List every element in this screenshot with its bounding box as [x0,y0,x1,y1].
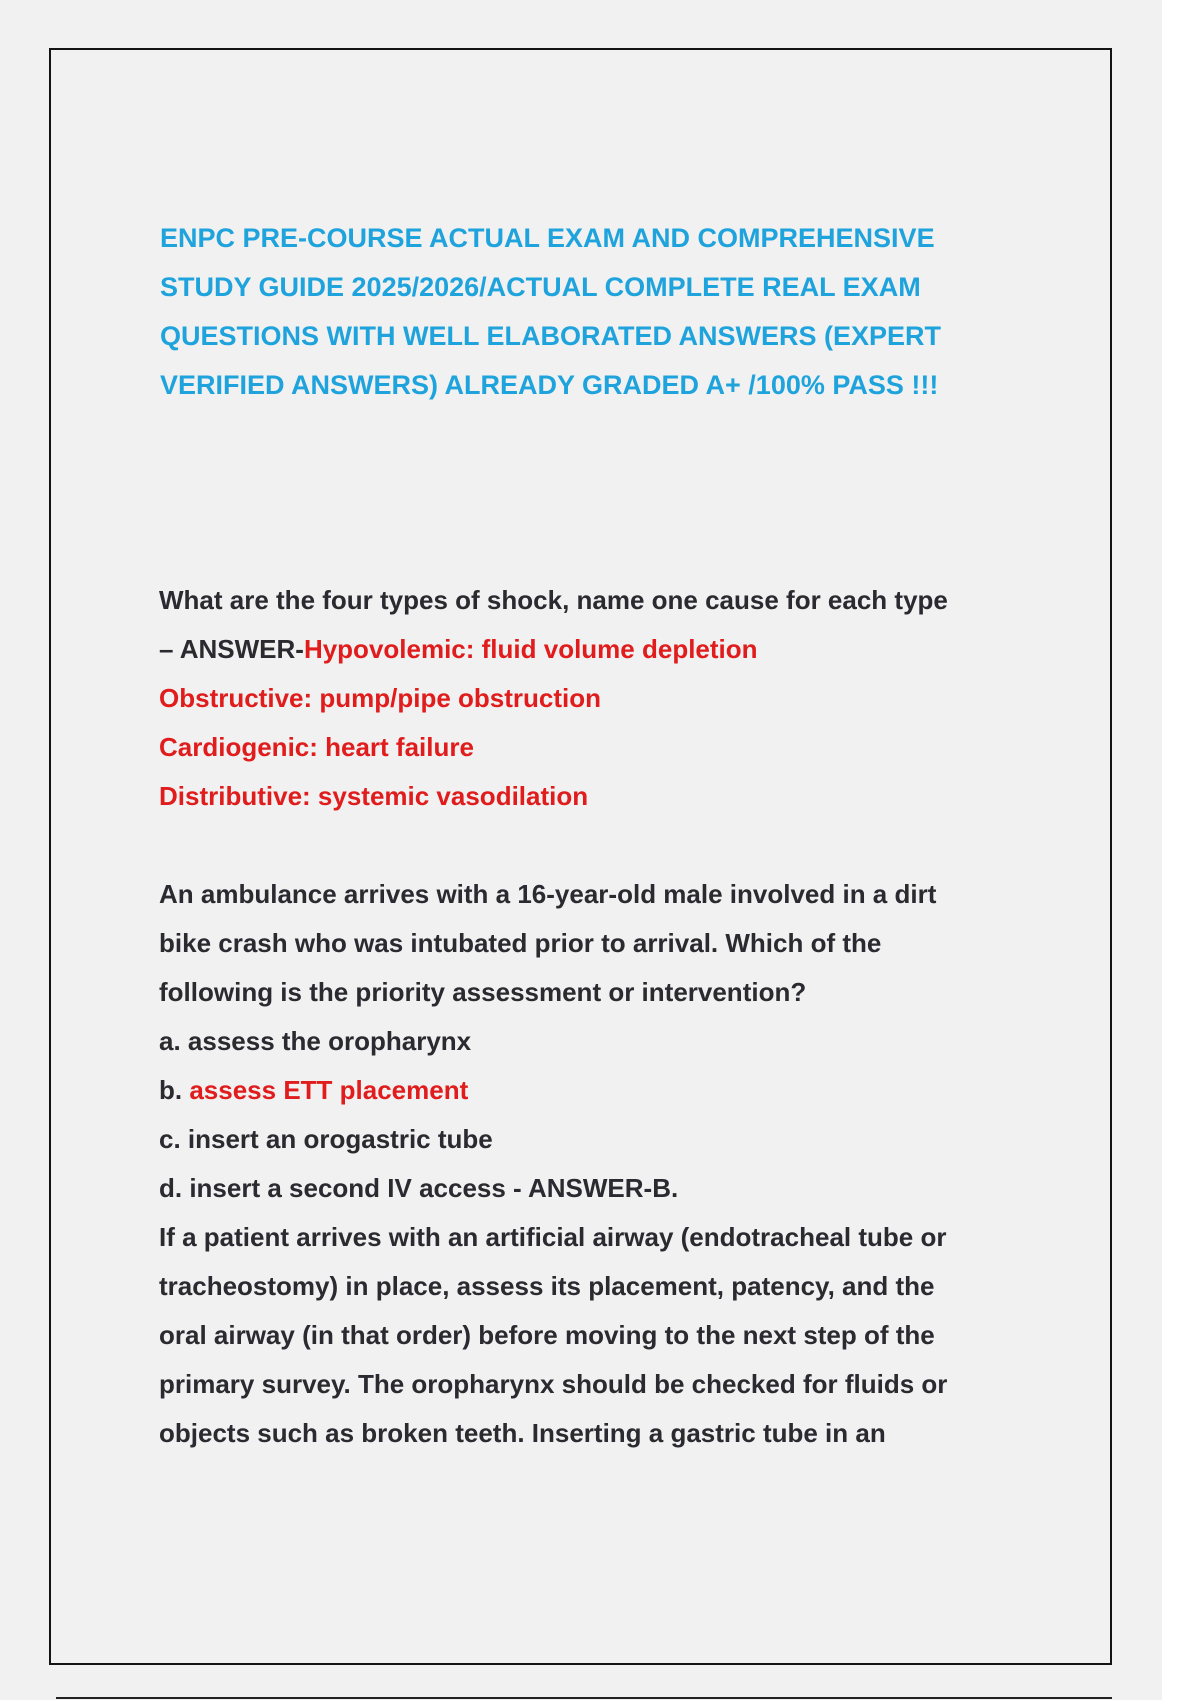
rationale-line: tracheostomy) in place, assess its placement, patency, and the [159,1271,935,1301]
answer-line: Distributive: systemic vasodilation [159,781,589,811]
answer-prefix: – ANSWER- [159,634,304,664]
option-c: c. insert an orogastric tube [159,1124,493,1154]
title-line: STUDY GUIDE 2025/2026/ACTUAL COMPLETE REAL EXAM [160,272,921,302]
answer-line: Obstructive: pump/pipe obstruction [159,683,602,713]
title-line: QUESTIONS WITH WELL ELABORATED ANSWERS (EXPERT [160,321,942,351]
title-line: ENPC PRE-COURSE ACTUAL EXAM AND COMPREHENSIVE [160,223,935,253]
answer-line: Hypovolemic: fluid volume depletion [303,634,758,664]
question-text: What are the four types of shock, name one cause for each type [159,585,948,615]
title-line: VERIFIED ANSWERS) ALREADY GRADED A+ /100% PASS !!! [160,370,939,400]
next-page-edge [56,1697,1112,1699]
viewer-background-strip [1162,0,1200,1700]
rationale-line: objects such as broken teeth. Inserting a gastric tube in an [159,1418,886,1448]
question-shock-types [159,576,1059,821]
question-priority-assessment [159,870,1059,1458]
rationale-line: oral airway (in that order) before moving to the next step of the [159,1320,935,1350]
rationale-line: If a patient arrives with an artificial airway (endotracheal tube or [159,1222,947,1252]
option-d: d. insert a second IV access - ANSWER-B. [159,1173,679,1203]
answer-first-line [159,625,1059,674]
question-text-line: following is the priority assessment or intervention? [159,977,807,1007]
option-b [159,1066,1059,1115]
option-b-prefix: b. [159,1075,190,1105]
document-title [160,214,1040,410]
rationale-line: primary survey. The oropharynx should be checked for fluids or [159,1369,948,1399]
question-text-line: An ambulance arrives with a 16-year-old male involved in a dirt [159,879,937,909]
document-page [49,48,1112,1665]
question-text-line: bike crash who was intubated prior to arrival. Which of the [159,928,882,958]
option-a: a. assess the oropharynx [159,1026,472,1056]
option-b-text: assess ETT placement [189,1075,469,1105]
answer-line: Cardiogenic: heart failure [159,732,474,762]
